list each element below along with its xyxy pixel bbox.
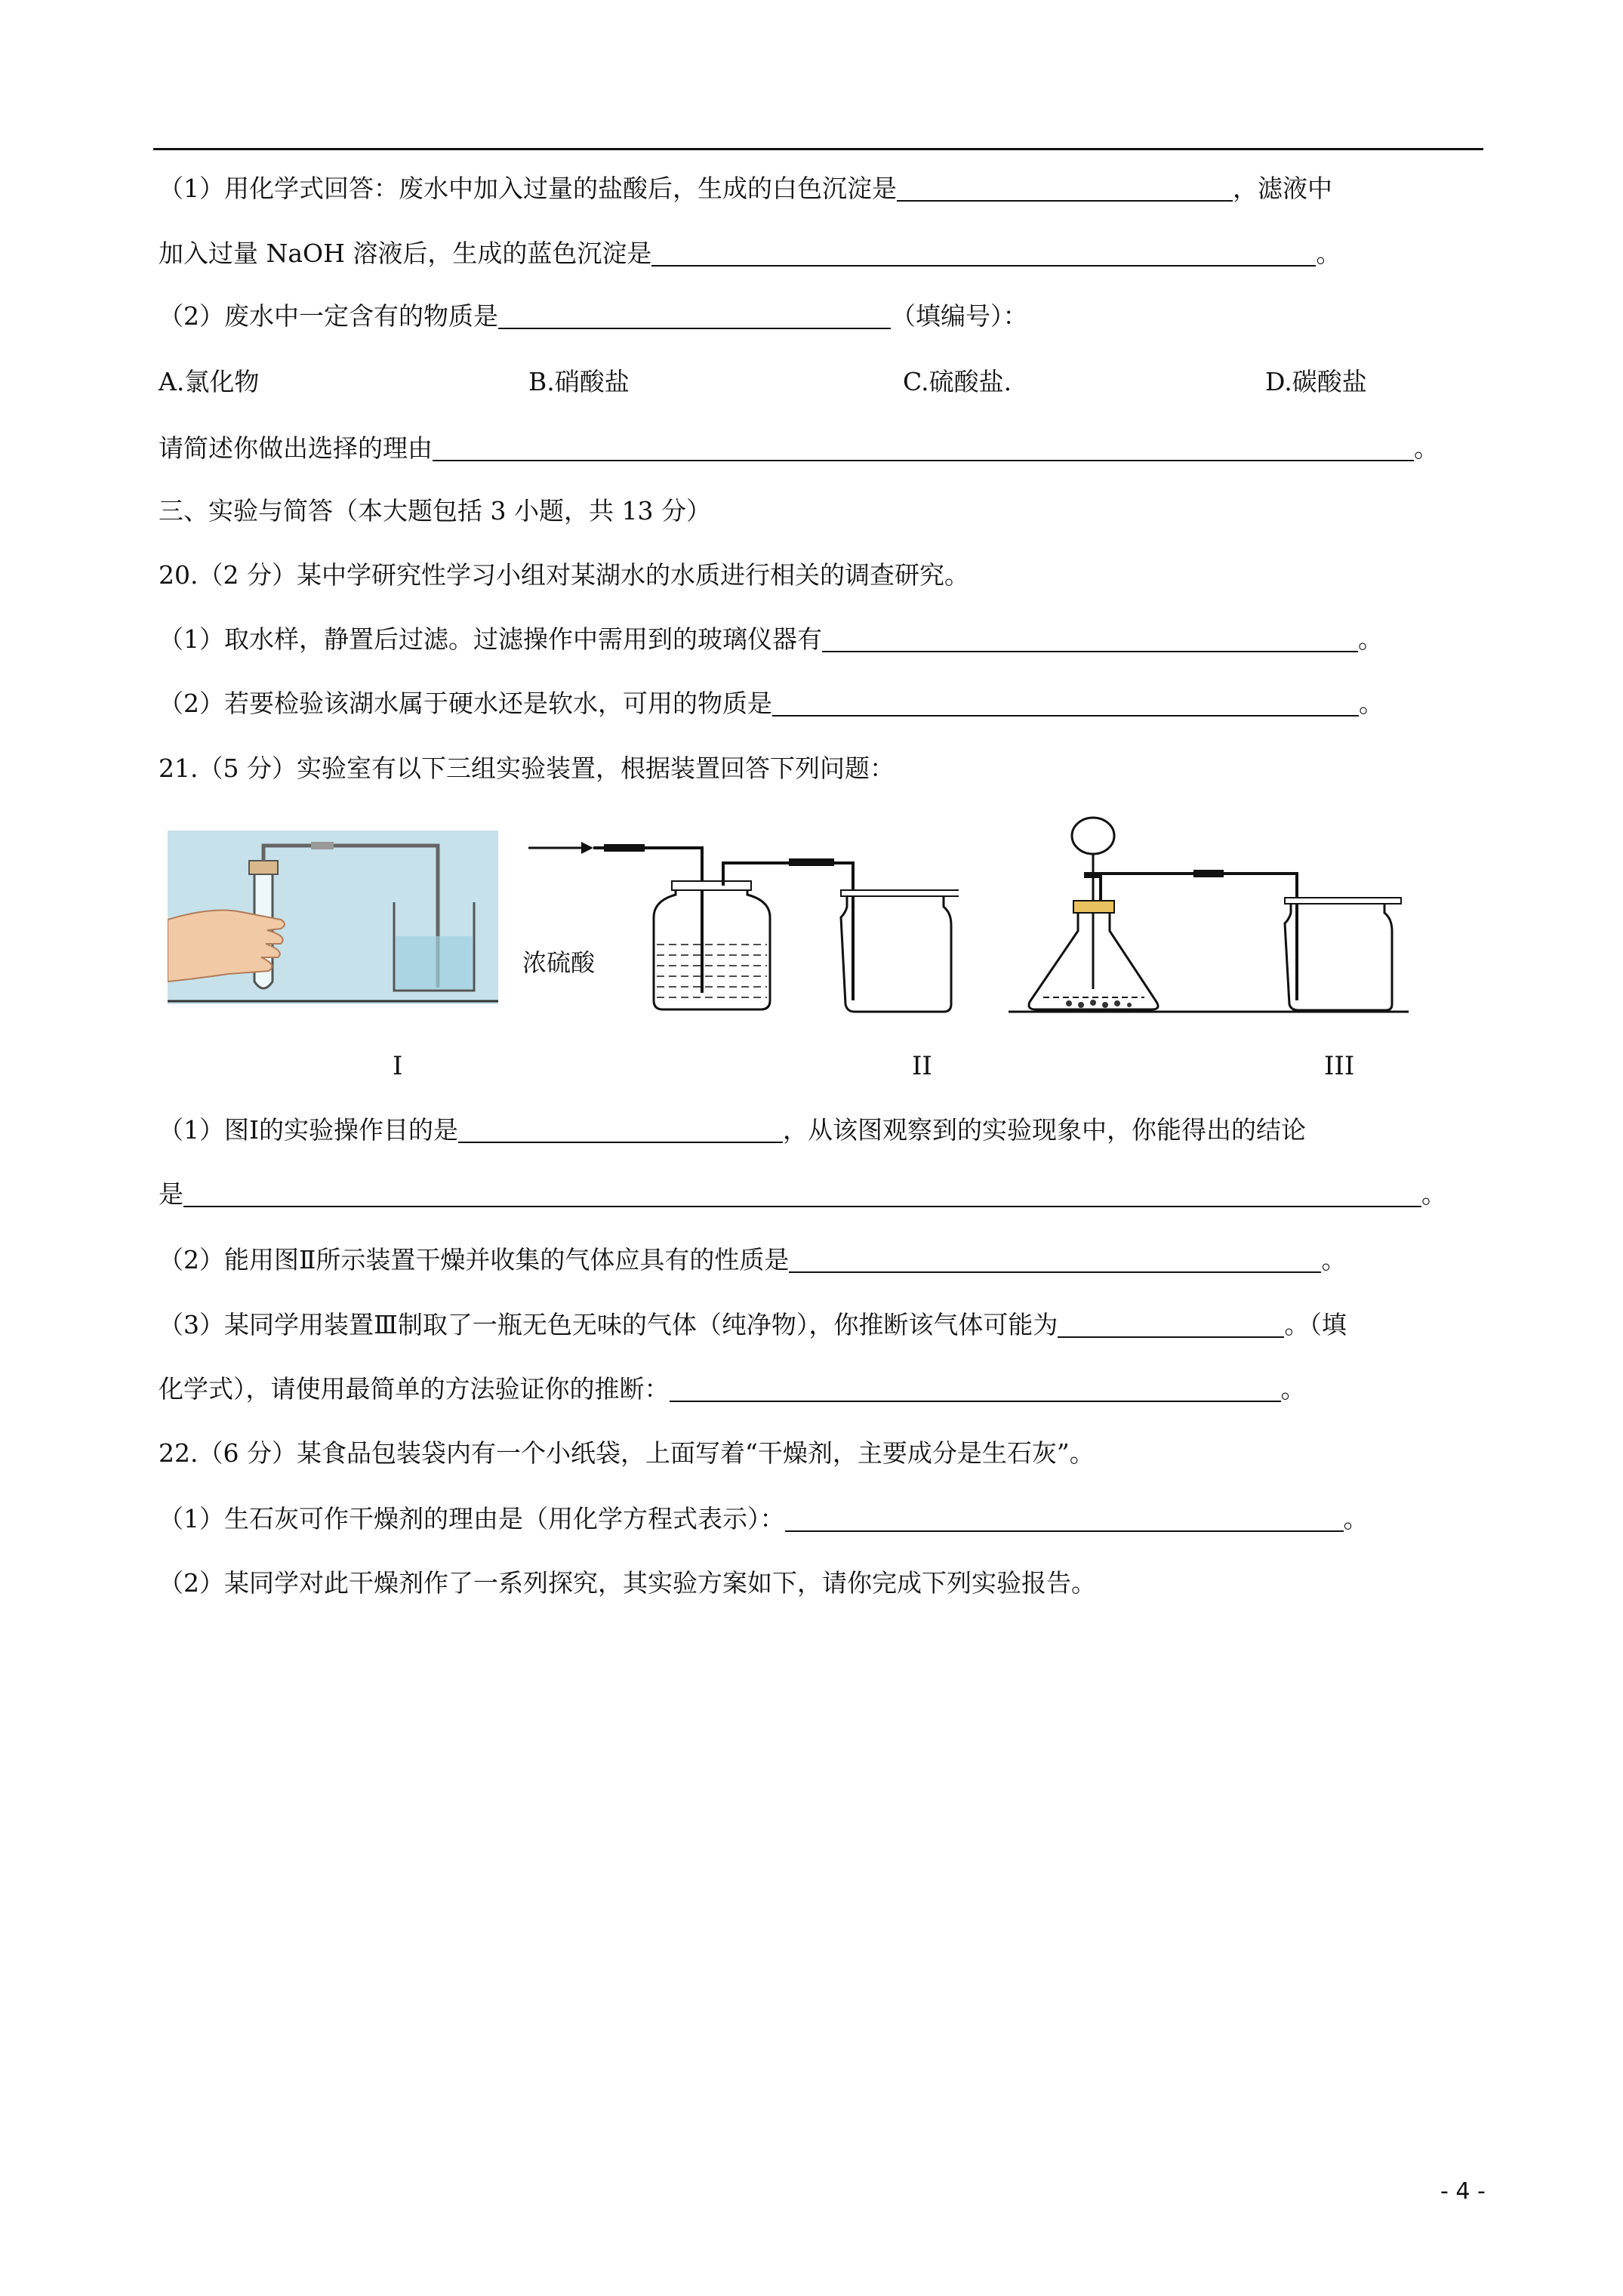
hand-illustration [168, 911, 285, 982]
q21-part3-line1 [159, 1308, 1347, 1342]
q21-part1-text-c: 是 [159, 1179, 183, 1209]
apparatus-figure-1 [168, 831, 498, 1004]
q21-part2-text: （2）能用图Ⅱ所示装置干燥并收集的气体应具有的性质是 [159, 1245, 790, 1274]
gas-washing-bottle [654, 886, 770, 1009]
glass-plate [1285, 898, 1401, 904]
beaker-water [396, 936, 473, 989]
q21-part1-text-b: ，从该图观察到的实验现象中，你能得出的结论 [783, 1115, 1307, 1145]
q22-stem: 22.（6 分）某食品包装袋内有一个小纸袋，上面写着“干燥剂，主要成分是生石灰”。 [159, 1438, 1095, 1468]
q21-part2-line: （2）能用图Ⅱ所示装置干燥并收集的气体应具有的性质是 。 [159, 1245, 1347, 1274]
q22-part1-line: （1）生石灰可作干燥剂的理由是（用化学方程式表示）： 。 [159, 1504, 1369, 1533]
header-rule [153, 148, 1483, 150]
q21-part1-line1 [159, 1114, 1306, 1147]
figure-label-2: II [912, 1051, 932, 1081]
delivery-tube [1101, 874, 1297, 1000]
q21-part1-line2: 是 。 [159, 1179, 1446, 1209]
answer-blank[interactable] [670, 1375, 1281, 1402]
q19-part1-text-a: （1）用化学式回答：废水中加入过量的盐酸后，生成的白色沉淀是 [159, 174, 897, 203]
answer-blank[interactable] [433, 434, 1414, 461]
q19-part2-line [159, 300, 1028, 333]
acid-liquid [657, 945, 767, 997]
glass-plate [841, 890, 959, 896]
apparatus-figure-2 [521, 812, 959, 1015]
q19-reason-text: 请简述你做出选择的理由 [159, 433, 433, 463]
q21-stem: 21.（5 分）实验室有以下三组实验装置，根据装置回答下列问题： [159, 754, 895, 783]
q20-part2-line: （2）若要检验该湖水属于硬水还是软水，可用的物质是 。 [159, 689, 1384, 718]
figure-label-3: III [1324, 1051, 1355, 1081]
gas-inlet-arrow-icon [581, 842, 593, 854]
q22-part2-text: （2）某同学对此干燥剂作了一系列探究，其实验方案如下，请你完成下列实验报告。 [159, 1568, 1096, 1598]
answer-blank[interactable] [498, 302, 891, 329]
solid-reagent [1066, 1000, 1132, 1008]
answer-blank[interactable] [183, 1180, 1421, 1207]
apparatus-figure-3 [1009, 812, 1416, 1015]
flask-stopper [1073, 901, 1114, 913]
option-b: B.硝酸盐 [528, 367, 630, 396]
collecting-bottle [841, 896, 951, 1012]
q19-part2-text-b: （填编号）： [891, 301, 1028, 331]
q19-part1-text-b: ，滤液中 [1233, 174, 1332, 203]
rubber-stopper [249, 861, 278, 874]
option-c: C.硫酸盐. [903, 367, 1012, 396]
collecting-bottle [1285, 904, 1392, 1010]
answer-blank[interactable] [822, 625, 1358, 652]
q20-stem: 20.（2 分）某中学研究性学习小组对某湖水的水质进行相关的调查研究。 [159, 560, 969, 590]
q21-part3-text-c: 化学式），请使用最简单的方法验证你的推断： [159, 1374, 670, 1404]
q19-part1-line1 [159, 172, 1332, 205]
acid-label: 浓硫酸 [522, 948, 596, 977]
q20-part1-line: （1）取水样，静置后过滤。过滤操作中需用到的玻璃仪器有 。 [159, 624, 1383, 654]
q21-part3-text-b: 。（填 [1284, 1310, 1347, 1339]
page-number: - 4 - [1440, 2178, 1486, 2205]
answer-blank[interactable] [772, 689, 1359, 717]
answer-blank[interactable] [785, 1505, 1344, 1532]
q20-part1-text: （1）取水样，静置后过滤。过滤操作中需用到的玻璃仪器有 [159, 624, 822, 654]
q19-part2-text-a: （2）废水中一定含有的物质是 [159, 301, 498, 331]
q21-part1-text-a: （1）图Ⅰ的实验操作目的是 [159, 1115, 459, 1145]
q19-reason-line: 请简述你做出选择的理由 。 [159, 433, 1439, 463]
answer-blank[interactable] [458, 1116, 783, 1143]
option-d: D.碳酸盐 [1265, 367, 1367, 396]
q19-part1-text-c: 加入过量 NaOH 溶液后，生成的蓝色沉淀是 [159, 239, 652, 268]
answer-blank[interactable] [897, 174, 1233, 202]
q19-part1-line2: 加入过量 NaOH 溶液后，生成的蓝色沉淀是 。 [159, 239, 1341, 268]
figure-label-1: I [393, 1051, 403, 1081]
q22-part1-text: （1）生石灰可作干燥剂的理由是（用化学方程式表示）： [159, 1504, 785, 1533]
q20-part2-text: （2）若要检验该湖水属于硬水还是软水，可用的物质是 [159, 689, 772, 718]
inlet-tube [593, 848, 702, 993]
separating-funnel [1072, 818, 1114, 854]
answer-blank[interactable] [1058, 1311, 1284, 1338]
section-heading: 三、实验与简答（本大题包括 3 小题，共 13 分） [159, 496, 711, 525]
q21-part3-text-a: （3）某同学用装置Ⅲ制取了一瓶无色无味的气体（纯净物），你推断该气体可能为 [159, 1310, 1058, 1339]
answer-blank[interactable] [789, 1246, 1321, 1273]
q21-part3-line2: 化学式），请使用最简单的方法验证你的推断： 。 [159, 1374, 1306, 1404]
answer-blank[interactable] [651, 239, 1316, 267]
option-a: A.氯化物 [159, 367, 260, 396]
